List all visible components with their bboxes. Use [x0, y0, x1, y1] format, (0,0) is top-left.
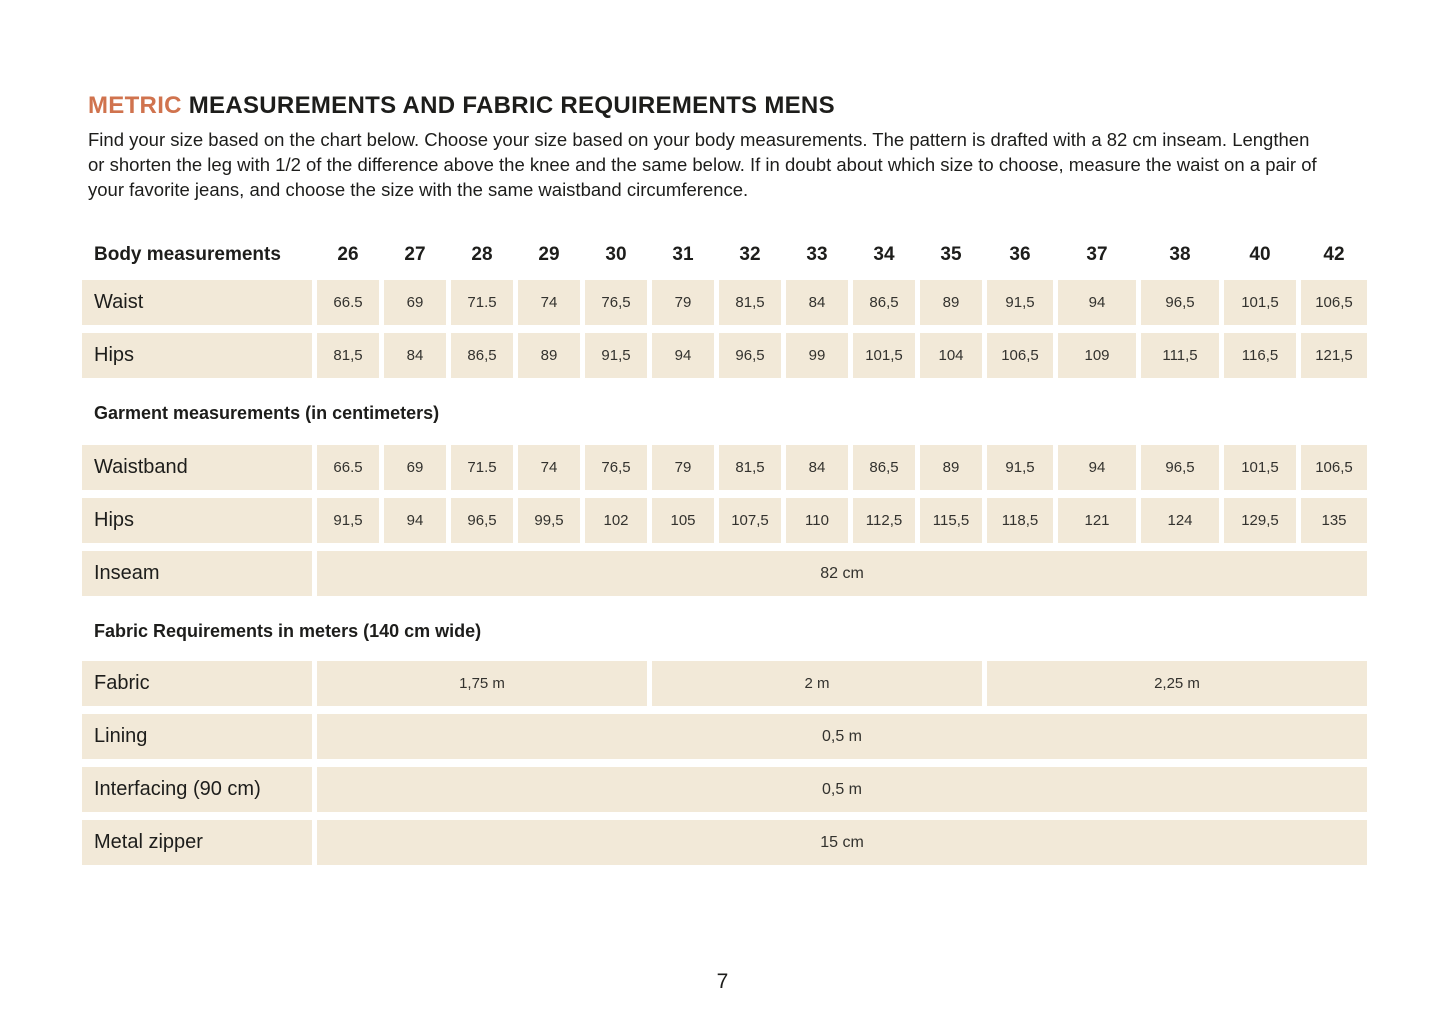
row-label-waist: Waist	[82, 280, 312, 325]
garment-hips-cell: 115,5	[920, 498, 982, 543]
hips-cell: 116,5	[1224, 333, 1296, 378]
hips-cell: 84	[384, 333, 446, 378]
size-header: 36	[1009, 244, 1031, 265]
waistband-cell: 96,5	[1141, 445, 1219, 490]
size-header: 42	[1323, 244, 1345, 265]
row-label-lining: Lining	[82, 714, 312, 759]
garment-hips-cell: 110	[786, 498, 848, 543]
waist-cell: 79	[652, 280, 714, 325]
size-header: 40	[1249, 244, 1271, 265]
waist-cell: 69	[384, 280, 446, 325]
size-header: 33	[806, 244, 828, 265]
waist-cell: 76,5	[585, 280, 647, 325]
page-title-accent: METRIC	[88, 92, 182, 119]
page-number: 7	[716, 970, 729, 993]
garment-measurements-table	[82, 445, 1382, 596]
hips-cell: 99	[786, 333, 848, 378]
row-label-fabric: Fabric	[82, 661, 312, 706]
row-label-metal-zipper: Metal zipper	[82, 820, 312, 865]
size-header: 37	[1086, 244, 1108, 265]
row-label-waistband: Waistband	[82, 445, 312, 490]
waistband-cell: 89	[920, 445, 982, 490]
page-title	[88, 92, 1382, 120]
fabric-amount-cell: 2,25 m	[987, 661, 1367, 706]
hips-cell: 109	[1058, 333, 1136, 378]
waistband-cell: 91,5	[987, 445, 1053, 490]
garment-hips-cell: 121	[1058, 498, 1136, 543]
body-measurements-table	[82, 238, 1382, 378]
size-header: 29	[538, 244, 560, 265]
waist-cell: 71.5	[451, 280, 513, 325]
intro-paragraph: Find your size based on the chart below. Choose your size based on your body measurements. The pattern is drafted with a 82 cm inseam. Lengthen or shorten the leg with 1/2 of the difference above the knee and the same below. If in doubt about which size to choose, measure the waist on a pair of your favorite jeans, and choose the size with the same waistband circumference.	[88, 129, 1317, 200]
fabric-requirements-table	[82, 661, 1382, 865]
garment-hips-cell: 107,5	[719, 498, 781, 543]
lining-value-cell: 0,5 m	[317, 714, 1367, 759]
size-header: 38	[1169, 244, 1191, 265]
size-header: 35	[940, 244, 962, 265]
waist-cell: 101,5	[1224, 280, 1296, 325]
fabric-section-label: Fabric Requirements in meters (140 cm wide)	[94, 621, 482, 641]
waistband-cell: 86,5	[853, 445, 915, 490]
hips-cell: 121,5	[1301, 333, 1367, 378]
waist-cell: 74	[518, 280, 580, 325]
waist-cell: 84	[786, 280, 848, 325]
waist-cell: 66.5	[317, 280, 379, 325]
size-header: 27	[404, 244, 426, 265]
waistband-cell: 71.5	[451, 445, 513, 490]
garment-hips-cell: 135	[1301, 498, 1367, 543]
hips-cell: 89	[518, 333, 580, 378]
waistband-cell: 76,5	[585, 445, 647, 490]
waist-cell: 96,5	[1141, 280, 1219, 325]
hips-cell: 94	[652, 333, 714, 378]
garment-hips-cell: 124	[1141, 498, 1219, 543]
garment-hips-cell: 102	[585, 498, 647, 543]
row-label-interfacing: Interfacing (90 cm)	[82, 767, 312, 812]
waist-cell: 81,5	[719, 280, 781, 325]
hips-cell: 96,5	[719, 333, 781, 378]
size-header: 32	[739, 244, 761, 265]
hips-cell: 86,5	[451, 333, 513, 378]
waistband-cell: 94	[1058, 445, 1136, 490]
inseam-value-cell: 82 cm	[317, 551, 1367, 596]
waist-cell: 86,5	[853, 280, 915, 325]
page-title-rest: MEASUREMENTS AND FABRIC REQUIREMENTS MENS	[181, 92, 835, 119]
waistband-cell: 106,5	[1301, 445, 1367, 490]
fabric-amount-cell: 2 m	[652, 661, 982, 706]
hips-cell: 81,5	[317, 333, 379, 378]
hips-cell: 101,5	[853, 333, 915, 378]
waistband-cell: 101,5	[1224, 445, 1296, 490]
waistband-cell: 81,5	[719, 445, 781, 490]
row-label-inseam: Inseam	[82, 551, 312, 596]
size-header: 26	[337, 244, 359, 265]
waistband-cell: 69	[384, 445, 446, 490]
garment-hips-cell: 94	[384, 498, 446, 543]
hips-cell: 91,5	[585, 333, 647, 378]
garment-hips-cell: 105	[652, 498, 714, 543]
size-header: 34	[873, 244, 895, 265]
waistband-cell: 84	[786, 445, 848, 490]
size-header: 28	[471, 244, 493, 265]
garment-hips-cell: 112,5	[853, 498, 915, 543]
waist-cell: 94	[1058, 280, 1136, 325]
row-label-garment-hips: Hips	[82, 498, 312, 543]
body-measurements-header: Body measurements	[94, 244, 281, 265]
waistband-cell: 79	[652, 445, 714, 490]
garment-hips-cell: 96,5	[451, 498, 513, 543]
waist-cell: 106,5	[1301, 280, 1367, 325]
garment-hips-cell: 118,5	[987, 498, 1053, 543]
hips-cell: 106,5	[987, 333, 1053, 378]
garment-hips-cell: 99,5	[518, 498, 580, 543]
waistband-cell: 66.5	[317, 445, 379, 490]
waistband-cell: 74	[518, 445, 580, 490]
row-label-hips: Hips	[82, 333, 312, 378]
garment-hips-cell: 129,5	[1224, 498, 1296, 543]
interfacing-value-cell: 0,5 m	[317, 767, 1367, 812]
hips-cell: 111,5	[1141, 333, 1219, 378]
metal-zipper-value-cell: 15 cm	[317, 820, 1367, 865]
waist-cell: 91,5	[987, 280, 1053, 325]
page-content	[82, 92, 1382, 865]
fabric-amount-cell: 1,75 m	[317, 661, 647, 706]
waist-cell: 89	[920, 280, 982, 325]
hips-cell: 104	[920, 333, 982, 378]
garment-section-label: Garment measurements (in centimeters)	[94, 403, 440, 423]
garment-hips-cell: 91,5	[317, 498, 379, 543]
size-header: 31	[672, 244, 694, 265]
size-header: 30	[605, 244, 627, 265]
